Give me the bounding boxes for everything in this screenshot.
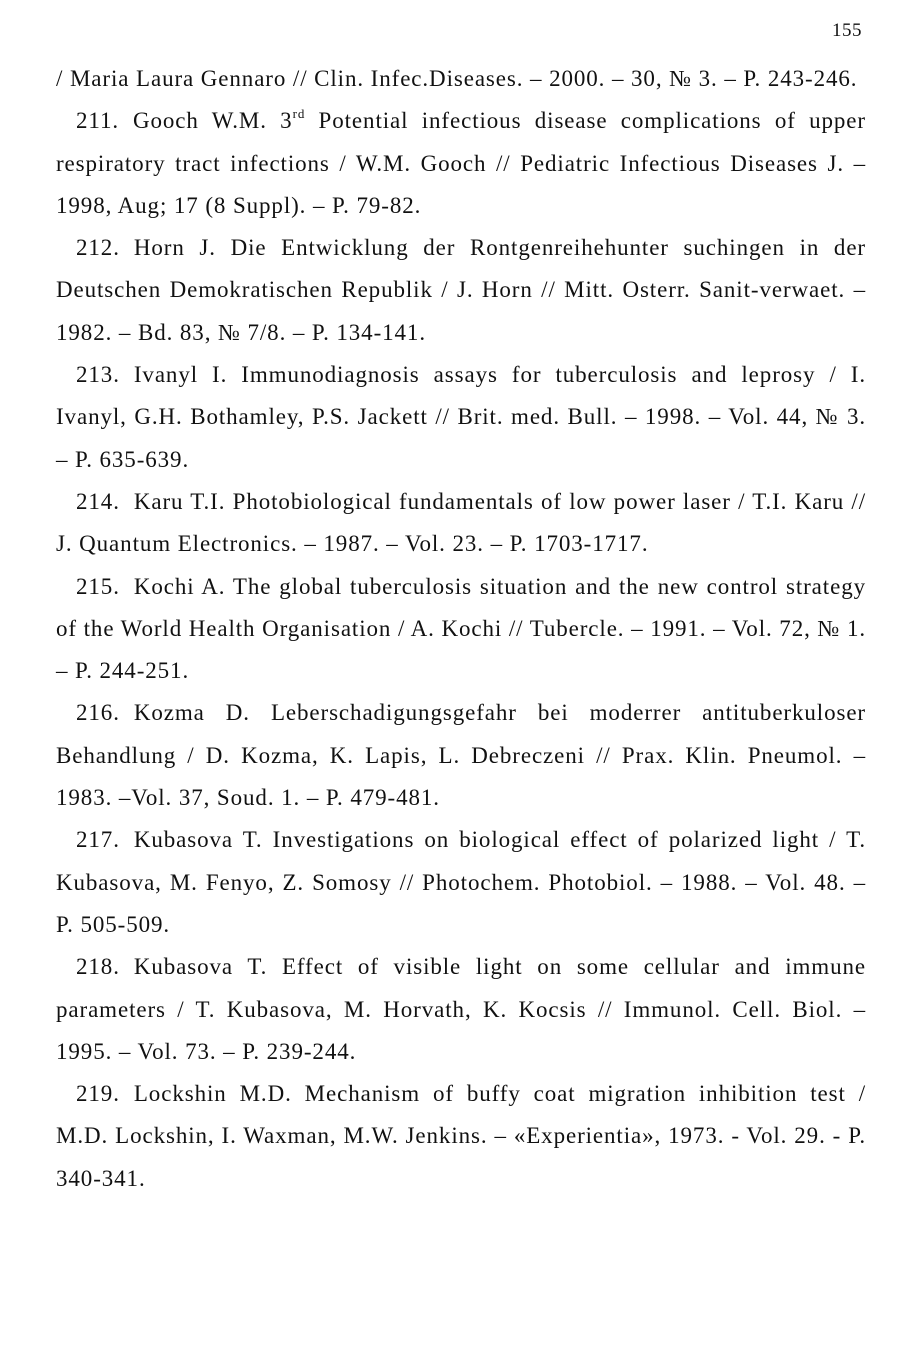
reference-number: 213. xyxy=(76,362,120,388)
reference-213 xyxy=(56,354,866,481)
reference-text: / Maria Laura Gennaro // Clin. Infec.Diseases. – 2000. – 30, № 3. – P. 243-246. xyxy=(56,66,858,91)
reference-217 xyxy=(56,819,866,946)
reference-continuation xyxy=(56,58,866,100)
reference-211 xyxy=(56,100,866,227)
reference-list xyxy=(56,58,866,1200)
reference-text: Lockshin M.D. Mechanism of buffy coat migration inhibition test / M.D. Lockshin, I. Waxman, M.W. Jenkins. – «Experientia», 1973. - Vol. 29. - P. 340-341. xyxy=(56,1081,866,1191)
reference-number: 211. xyxy=(76,108,119,134)
reference-number: 219. xyxy=(76,1081,120,1107)
reference-number: 216. xyxy=(76,700,120,726)
reference-text: Kubasova T. Investigations on biological effect of polarized light / T. Kubasova, M. Fenyo, Z. Somosy // Photochem. Photobiol. – 1988. – Vol. 48. – P. 505-509. xyxy=(56,827,866,937)
reference-text: Potential infectious disease complications of upper respiratory tract infections / W.M. Gooch // Pediatric Infectious Diseases J. – 1998, Aug; 17 (8 Suppl). – P. 79-82. xyxy=(56,108,866,218)
reference-214 xyxy=(56,481,866,566)
reference-219 xyxy=(56,1073,866,1200)
reference-text: Kochi A. The global tuberculosis situation and the new control strategy of the World Health Organisation / A. Kochi // Tubercle. – 1991. – Vol. 72, № 1. – P. 244-251. xyxy=(56,573,866,684)
reference-text: Kubasova T. Effect of visible light on some cellular and immune parameters / T. Kubasova, M. Horvath, K. Kocsis // Immunol. Cell. Biol. – 1995. – Vol. 73. – P. 239-244. xyxy=(56,954,866,1064)
reference-218 xyxy=(56,946,866,1073)
reference-number: 218. xyxy=(76,954,120,980)
reference-212 xyxy=(56,227,866,354)
reference-215 xyxy=(56,566,866,693)
reference-text: Karu T.I. Photobiological fundamentals of low power laser / T.I. Karu // J. Quantum Electronics. – 1987. – Vol. 23. – P. 1703-1717. xyxy=(56,488,866,557)
ordinal-superscript: rd xyxy=(292,106,306,122)
reference-216 xyxy=(56,692,866,819)
reference-text: Horn J. Die Entwicklung der Rontgenreihehunter suchingen in der Deutschen Demokratischen Republik / J. Horn // Mitt. Osterr. Sanit-verwaet. – 1982. – Bd. 83, № 7/8. – P. 134-141. xyxy=(56,235,866,345)
reference-text: Ivanyl I. Immunodiagnosis assays for tuberculosis and leprosy / I. Ivanyl, G.H. Bothamley, P.S. Jackett // Brit. med. Bull. – 1998. – Vol. 44, № 3. – P. 635-639. xyxy=(56,362,866,472)
reference-number: 215. xyxy=(76,573,120,599)
reference-number: 214. xyxy=(76,488,120,514)
reference-text: Kozma D. Leberschadigungsgefahr bei moderrer antituberkuloser Behandlung / D. Kozma, K. Lapis, L. Debreczeni // Prax. Klin. Pneumol. – 1983. –Vol. 37, Soud. 1. – P. 479-481. xyxy=(56,700,866,811)
reference-number: 217. xyxy=(76,827,120,853)
reference-number: 212. xyxy=(76,235,120,261)
reference-text-start: Gooch W.M. 3 xyxy=(133,108,293,134)
page-number: 155 xyxy=(832,20,862,41)
